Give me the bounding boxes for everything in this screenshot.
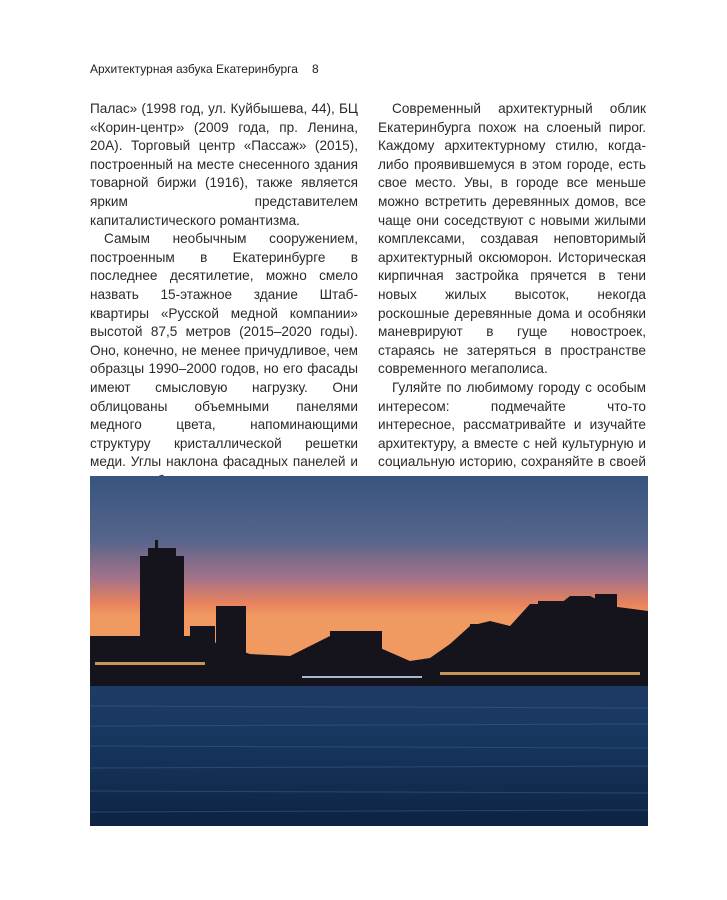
page-number: 8 xyxy=(312,62,319,76)
book-title: Архитектурная азбука Екатеринбурга xyxy=(90,62,298,76)
water xyxy=(90,684,648,826)
running-header xyxy=(90,62,650,76)
city-skyline-photo xyxy=(90,476,648,826)
paragraph: Палас» (1998 год, ул. Куйбышева, 44), БЦ «Корин-центр» (2009 года, пр. Ленина, 20А). Торговый центр «Пассаж» (2015), построенный на месте снесенного здания товарной биржи (1916), также является ярким представителем капиталистического романтизма. xyxy=(90,101,358,228)
paragraph-text: Самым необычным сооружением, построенным в Екатеринбурге в последнее десятилетие, можно смело назвать 15-этажное здание Штаб-квартиры «Русской медной компании» высотой 87,5 метров (2015–2020 годы). Оно, конечно, не менее причудливое, чем образцы 1990–2000 годов, но его фасады имеют смысловую нагрузку. Они облицованы объемными панелями медного цвета, напоминающими структуру кристаллической решетки меди. Углы наклона фасадных панелей и xyxy=(90,231,358,470)
paragraph: Современный архитектурный облик Екатеринбурга похож на слоеный пирог. Каждому архитектурному стилю, когда-либо проявившемуся в этом городе, есть свое место. Увы, в городе все меньше можно встретить деревянных домов, все чаще они соседствуют с новыми жилыми комплексами, создавая неповторимый архитектурный оксюморон. Историческая кирпичная застройка прячется в тени новых жилых высоток, некогда роскошные деревянные дома и особняки маневрируют в гуще новостроек, стараясь не затеряться в пространстве современного мегаполиса. xyxy=(378,101,646,377)
paragraph: Гуляйте по любимому городу с особым интересом: подмечайте что-то интересное, рассматривайте и изучайте архитектуру, а вместе с ней культурную и социальную историю, сохраняйте в своей xyxy=(378,379,646,470)
